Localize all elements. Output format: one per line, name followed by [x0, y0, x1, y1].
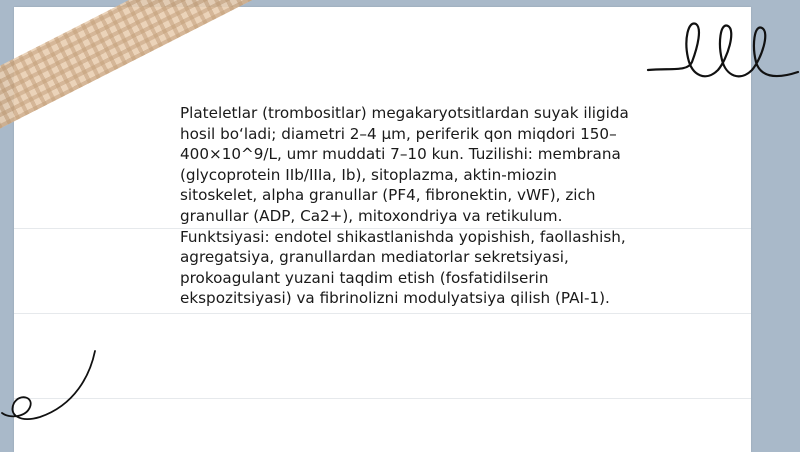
loop-scribble-decoration	[640, 10, 800, 90]
rule-line	[14, 313, 751, 314]
rule-line	[14, 398, 751, 399]
curl-scribble-decoration	[0, 345, 110, 425]
slide-body-text: Plateletlar (trombositlar) megakaryotsitlardan suyak iligida hosil bo‘ladi; diametri 2–4 µm, periferik qon miqdori 150–400×10^9/L, umr muddati 7–10 kun. Tuzilishi: membrana (glycoprotein IIb/IIIa, Ib), sitoplazma, aktin-miozin sitoskelet, alpha granullar (PF4, fibronektin, vWF), zich granullar (ADP, Ca2+), mitoxondriya va retikulum. Funktsiyasi: endotel shikastlanishda yopishish, faollashish, agregatsiya, granullardan mediatorlar sekretsiyasi, prokoagulant yuzani taqdim etish (fosfatidilserin ekspozitsiyasi) va fibrinolizni modulyatsiya qilish (PAI-1).	[180, 104, 629, 308]
